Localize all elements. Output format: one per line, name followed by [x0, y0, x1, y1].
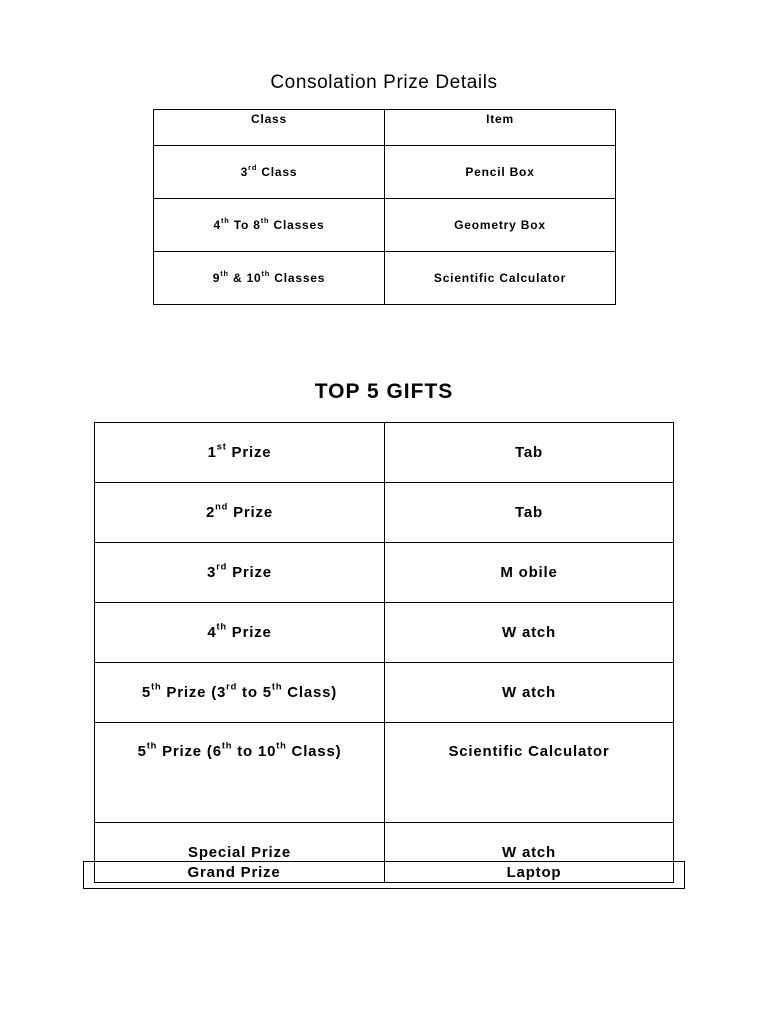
gift-cell: W atch — [385, 663, 674, 723]
table-row — [154, 199, 616, 252]
consolation-title: Consolation Prize Details — [270, 72, 498, 93]
prize-cell: 4th Prize — [95, 603, 385, 663]
class-cell: 4th To 8th Classes — [154, 199, 385, 252]
prize-cell: 1st Prize — [95, 423, 385, 483]
table-row — [154, 252, 616, 305]
gift-cell: W atch — [385, 823, 674, 883]
table-row — [95, 603, 674, 663]
gifts-title: TOP 5 GIFTS — [314, 380, 454, 403]
grand-prize-label: Grand Prize — [84, 862, 385, 889]
gift-cell: Tab — [385, 483, 674, 543]
consolation-table — [153, 109, 616, 305]
header-item: Item — [385, 110, 616, 146]
item-cell: Scientific Calculator — [385, 252, 616, 305]
gift-cell: M obile — [385, 543, 674, 603]
grand-prize-bar — [83, 861, 685, 889]
table-row — [154, 146, 616, 199]
gift-cell: Tab — [385, 423, 674, 483]
prize-cell: 2nd Prize — [95, 483, 385, 543]
class-cell: 3rd Class — [154, 146, 385, 199]
gifts-table — [94, 422, 674, 883]
item-cell: Pencil Box — [385, 146, 616, 199]
prize-cell: 5th Prize (6th to 10th Class) — [95, 723, 385, 823]
table-row — [84, 862, 685, 889]
gift-cell: Scientific Calculator — [385, 723, 674, 823]
header-class: Class — [154, 110, 385, 146]
table-header-row — [154, 110, 616, 146]
table-row — [95, 423, 674, 483]
item-cell: Geometry Box — [385, 199, 616, 252]
table-row — [95, 483, 674, 543]
table-row — [95, 723, 674, 823]
grand-prize-gift: Laptop — [384, 862, 685, 889]
gift-cell: W atch — [385, 603, 674, 663]
class-cell: 9th & 10th Classes — [154, 252, 385, 305]
table-row — [95, 663, 674, 723]
table-row — [95, 543, 674, 603]
prize-cell: Special Prize — [95, 823, 385, 883]
prize-cell: 3rd Prize — [95, 543, 385, 603]
prize-cell: 5th Prize (3rd to 5th Class) — [95, 663, 385, 723]
